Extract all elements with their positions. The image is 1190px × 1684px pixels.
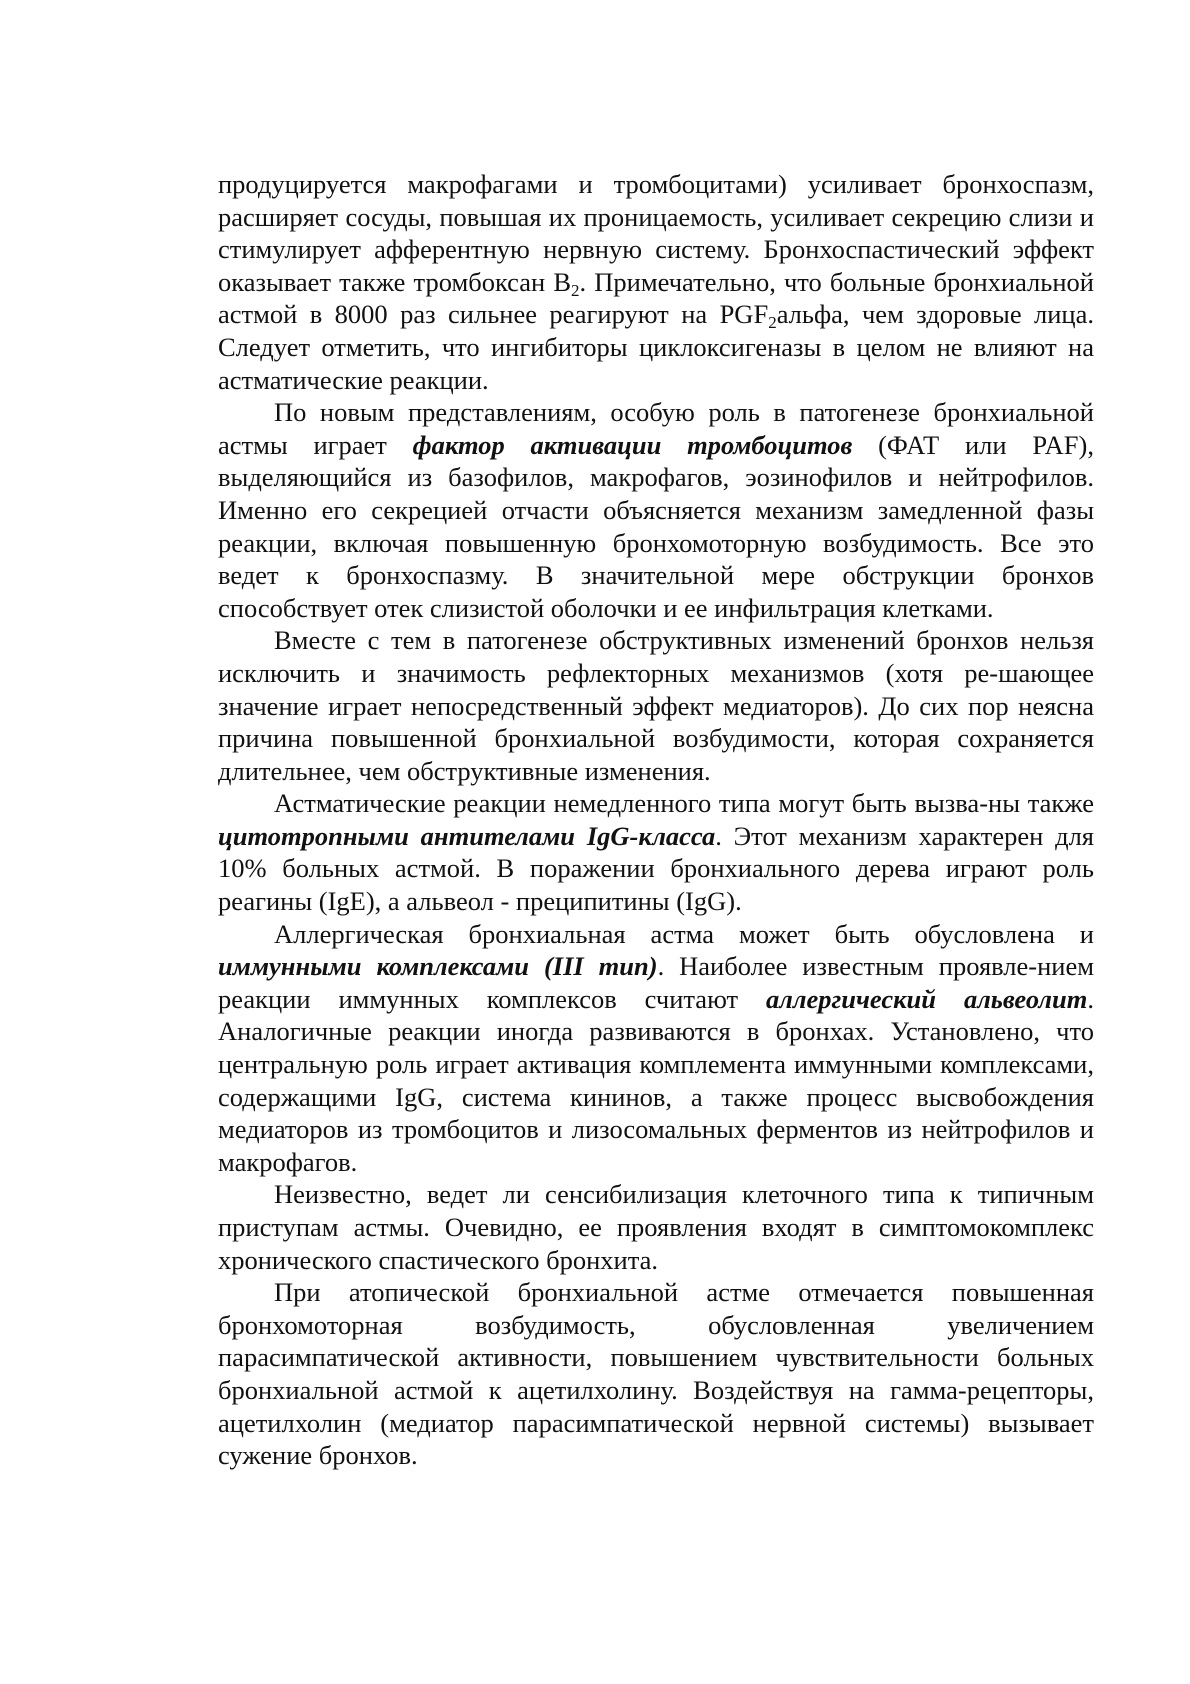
text-run: . Наиболее известным проявле-нием реакции иммунных комплексов считают <box>218 951 1094 1014</box>
document-body <box>218 168 1094 1472</box>
subscript: 2 <box>571 280 580 300</box>
text-run: (ФАТ или PAF), выделяющийся из базофилов, макрофагов, эозинофилов и нейтрофилов. Именно его секрецией отчасти объясняется механизм замедленной фазы реакции, включая повышенную бронхомоторную возбудимость. Все это ведет к бронхоспазму. В значительной мере обструкции бронхов способствует отек слизистой оболочки и ее инфильтрация клетками. <box>218 429 1094 623</box>
paragraph <box>218 396 1094 624</box>
paragraph <box>218 624 1094 787</box>
subscript: 2 <box>768 313 777 333</box>
text-run: По новым представлениям, особую роль в патогенезе бронхиальной астмы играет <box>218 397 1094 460</box>
paragraph <box>218 1276 1094 1472</box>
text-run: Аллергическая бронхиальная астма может быть обусловлена и <box>274 918 1094 949</box>
paragraph <box>218 787 1094 917</box>
paragraph <box>218 168 1094 396</box>
text-run: При атопической бронхиальной астме отмечается повышенная бронхомоторная возбудимость, обусловленная увеличением парасимпатической активности, повышением чувствительности больных бронхиальной астмой к ацетилхолину. Воздействуя на гамма-рецепторы, ацетилхолин (медиатор парасимпатической нервной системы) вызывает сужение бронхов. <box>218 1277 1094 1471</box>
emphasized-term: иммунными комплексами (III тип) <box>218 951 658 982</box>
emphasized-term: фактор активации тромбоцитов <box>412 429 853 460</box>
text-run: . Примечательно, что больные бронхиальной астмой в 8000 раз сильнее реагируют на PGF <box>218 266 1094 330</box>
emphasized-term: аллергический альвеолит <box>766 983 1088 1014</box>
paragraph <box>218 1178 1094 1276</box>
text-run: . Аналогичные реакции иногда развиваются в бронхах. Установлено, что центральную роль играет активация комплемента иммунными комплексами, содержащими IgG, система кининов, а также процесс высвобождения медиаторов из тромбоцитов и лизосомальных ферментов из нейтрофилов и макрофагов. <box>218 983 1094 1177</box>
text-run: Астматические реакции немедленного типа могут быть вызва-ны также <box>274 788 1094 819</box>
text-run: . Этот механизм характерен для 10% больных астмой. В поражении бронхиального дерева играют роль реагины (IgE), а альвеол - преципитины (IgG). <box>218 820 1094 917</box>
text-run: Неизвестно, ведет ли сенсибилизация клеточного типа к типичным приступам астмы. Очевидно, ее проявления входят в симптомокомплекс хронического спастического бронхита. <box>218 1179 1094 1275</box>
text-run: альфа, чем здоровые лица. Следует отметить, что ингибиторы циклоксигеназы в целом не влияют на астматические реакции. <box>218 299 1094 395</box>
emphasized-term: цитотропными антителами IgG-класса <box>218 820 716 851</box>
text-run: Вместе с тем в патогенезе обструктивных изменений бронхов нельзя исключить и значимость рефлекторных механизмов (хотя ре-шающее значение играет непосредственный эффект медиаторов). До сих пор неясна причина повышенной бронхиальной возбудимости, которая сохраняется длительнее, чем обструктивные изменения. <box>218 625 1094 786</box>
paragraph <box>218 918 1094 1179</box>
text-run: продуцируется макрофагами и тромбоцитами) усиливает бронхоспазм, расширяет сосуды, повышая их проницаемость, усиливает секрецию слизи и стимулирует афферентную нервную систему. Бронхоспастический эффект оказывает также тромбоксан В <box>218 169 1094 297</box>
